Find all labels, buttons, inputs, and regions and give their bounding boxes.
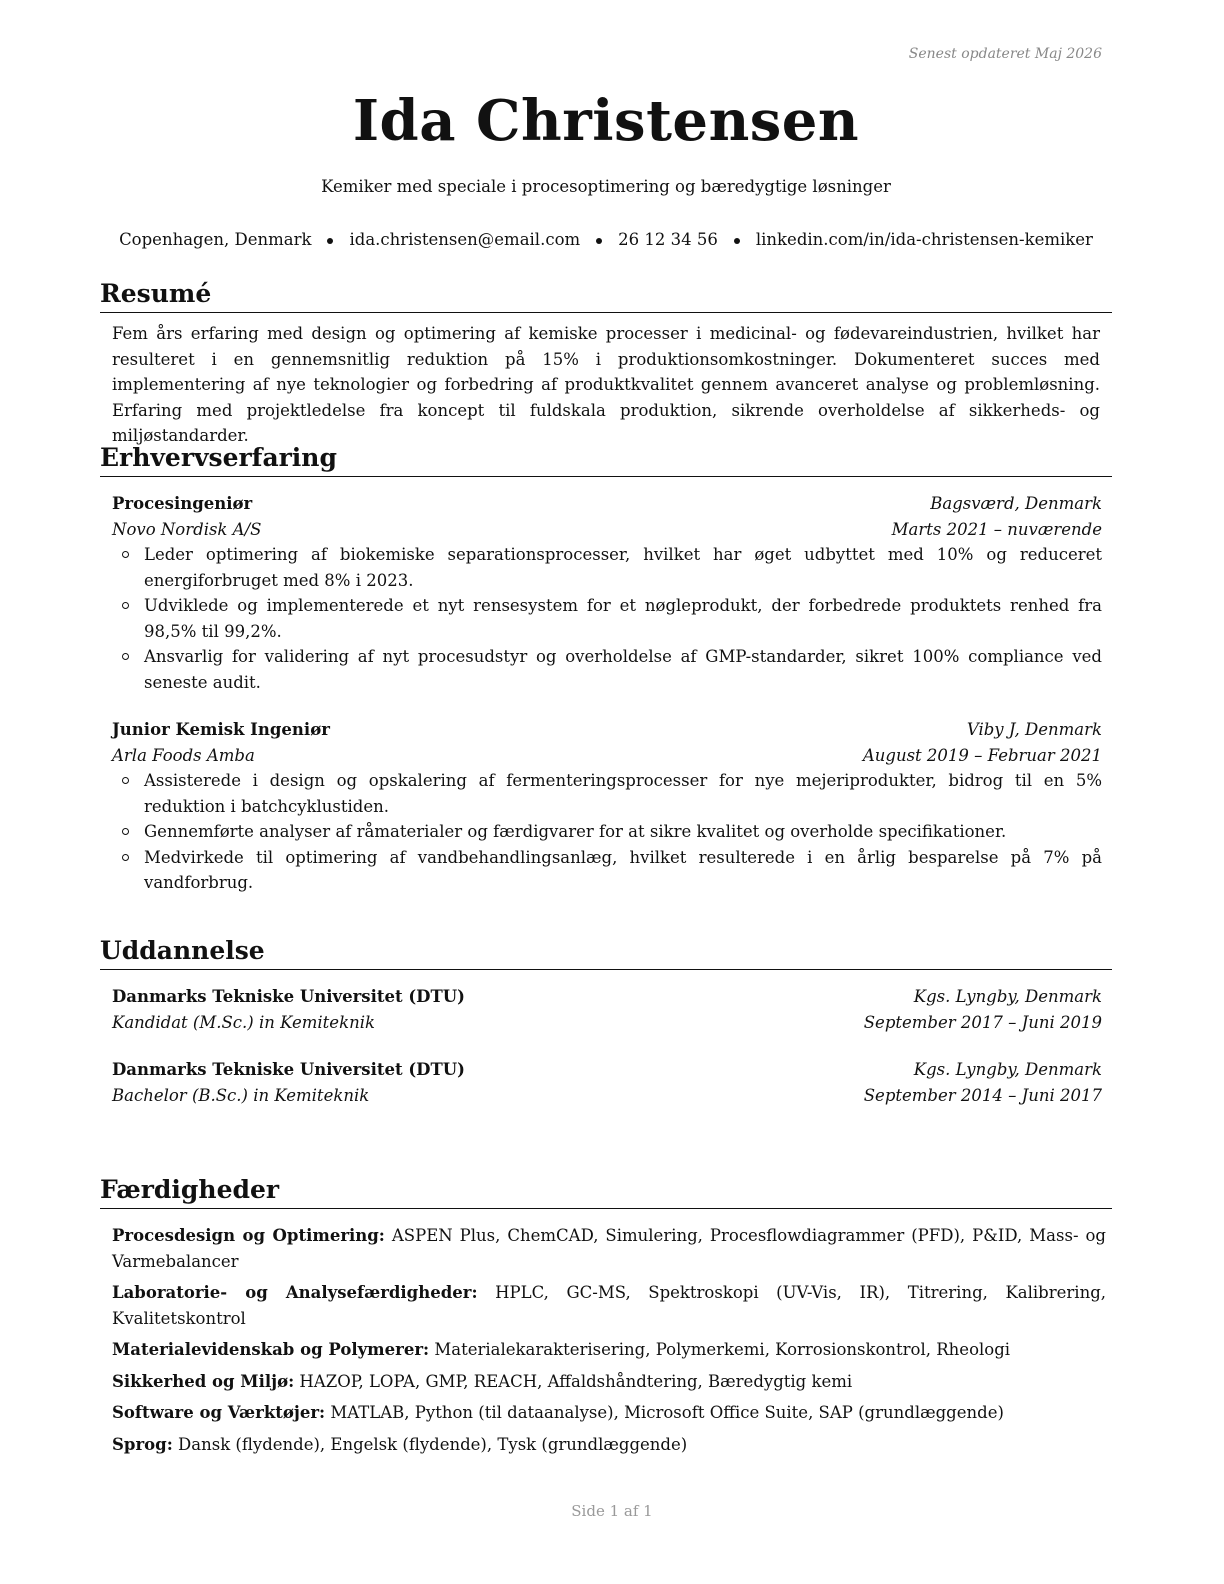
job-dates: August 2019 – Februar 2021 [862, 745, 1102, 765]
job-company: Arla Foods Amba [112, 745, 255, 765]
list-item: Ansvarlig for validering af nyt procesudstyr og overholdelse af GMP-standarder, sikret 100% compliance ved seneste audit. [144, 644, 1102, 695]
job-location: Viby J, Denmark [966, 720, 1102, 739]
tagline: Kemiker med speciale i procesoptimering og bæredygtige løsninger [321, 177, 891, 196]
skill-row [112, 1223, 1106, 1274]
skill-row [112, 1280, 1106, 1331]
list-item: Gennemførte analyser af råmaterialer og færdigvarer for at sikre kvalitet og overholde specifikationer. [144, 819, 1102, 845]
skill-value: Materialekarakterisering, Polymerkemi, Korrosionskontrol, Rheologi [434, 1340, 1011, 1359]
job-location: Bagsværd, Denmark [930, 494, 1102, 513]
skill-label: Materialevidenskab og Polymerer: [112, 1340, 430, 1359]
section-title-skills: Færdigheder [100, 1174, 1112, 1209]
contact-email[interactable]: ida.christensen@email.com [349, 230, 581, 249]
list-item: Medvirkede til optimering af vandbehandlingsanlæg, hvilket resulterede i en årlig besparelse på 7% på vandforbrug. [144, 845, 1102, 896]
contact-linkedin[interactable]: linkedin.com/in/ida-christensen-kemiker [755, 230, 1093, 249]
list-item: Udviklede og implementerede et nyt rensesystem for et nøgleprodukt, der forbedrede produktets renhed fra 98,5% til 99,2%. [144, 593, 1102, 644]
list-item: Assisterede i design og opskalering af fermenteringsprocesser for nye mejeriprodukter, bidrog til en 5% reduktion i batchcyklustiden. [144, 768, 1102, 819]
job-bullets [112, 768, 1102, 896]
skill-value: MATLAB, Python (til dataanalyse), Microsoft Office Suite, SAP (grundlæggende) [330, 1403, 1004, 1422]
summary-section [100, 278, 1112, 449]
experience-section [100, 442, 1112, 896]
skill-label: Software og Værktøjer: [112, 1403, 326, 1422]
school-location: Kgs. Lyngby, Denmark [913, 1060, 1102, 1079]
education-section [100, 935, 1112, 1108]
job-role: Junior Kemisk Ingeniør [112, 720, 330, 739]
job-entry [112, 491, 1102, 695]
degree: Bachelor (B.Sc.) in Kemiteknik [112, 1085, 370, 1105]
education-dates: September 2017 – Juni 2019 [863, 1012, 1102, 1032]
job-dates: Marts 2021 – nuværende [891, 519, 1102, 539]
skill-label: Sikkerhed og Miljø: [112, 1371, 295, 1391]
last-updated: Senest opdateret Maj 2026 [908, 46, 1102, 62]
job-company: Novo Nordisk A/S [112, 519, 262, 539]
skill-label: Procesdesign og Optimering: [112, 1226, 385, 1245]
skill-row [112, 1337, 1106, 1363]
contact-phone: 26 12 34 56 [618, 230, 718, 249]
job-bullets [112, 542, 1102, 695]
education-entry [112, 984, 1102, 1035]
skill-label: Sprog: [112, 1434, 173, 1454]
education-entry [112, 1057, 1102, 1108]
bullet-separator-icon [327, 238, 333, 244]
degree: Kandidat (M.Sc.) in Kemiteknik [112, 1012, 375, 1032]
bullet-separator-icon [596, 238, 602, 244]
education-dates: September 2014 – Juni 2017 [863, 1085, 1102, 1105]
skill-label: Laboratorie- og Analysefærdigheder: [112, 1283, 478, 1302]
section-title-education: Uddannelse [100, 935, 1112, 970]
skill-row [112, 1369, 1106, 1395]
job-role: Procesingeniør [112, 494, 253, 513]
page-number: Side 1 af 1 [571, 1502, 653, 1520]
skill-value: Dansk (flydende), Engelsk (flydende), Tysk (grundlæggende) [178, 1434, 688, 1454]
contact-line [100, 230, 1112, 249]
list-item: Leder optimering af biokemiske separationsprocesser, hvilket har øget udbyttet med 10% og reduceret energiforbruget med 8% i 2023. [144, 542, 1102, 593]
bullet-separator-icon [734, 238, 740, 244]
skill-row [112, 1400, 1106, 1426]
school-location: Kgs. Lyngby, Denmark [913, 987, 1102, 1006]
school-name: Danmarks Tekniske Universitet (DTU) [112, 987, 465, 1006]
skill-value: HAZOP, LOPA, GMP, REACH, Affaldshåndtering, Bæredygtig kemi [299, 1371, 853, 1391]
school-name: Danmarks Tekniske Universitet (DTU) [112, 1060, 465, 1079]
candidate-name: Ida Christensen [352, 88, 860, 154]
skill-value: HPLC, GC-MS, Spektroskopi (UV-Vis, IR), Titrering, Kalibrering, Kvalitetskontrol [112, 1283, 1106, 1328]
skill-value: ASPEN Plus, ChemCAD, Simulering, Procesflowdiagrammer (PFD), P&ID, Mass- og Varmebalancer [112, 1226, 1106, 1271]
contact-location: Copenhagen, Denmark [119, 230, 312, 249]
summary-text: Fem års erfaring med design og optimering af kemiske processer i medicinal- og fødevareindustrien, hvilket har resulteret i en gennemsnitlig reduktion på 15% i produktionsomkostninger. Dokumenteret succes med implementering af nye teknologier og forbedring af produktkvalitet gennem avanceret analyse og problemløsning. Erfaring med projektledelse fra koncept til fuldskala produktion, sikrende overholdelse af sikkerheds- og miljøstandarder. [112, 324, 1100, 445]
skill-row [112, 1432, 1106, 1458]
job-entry [112, 717, 1102, 896]
section-title-experience: Erhvervserfaring [100, 442, 1112, 477]
section-title-summary: Resumé [100, 278, 1112, 313]
skills-section [100, 1174, 1112, 1463]
